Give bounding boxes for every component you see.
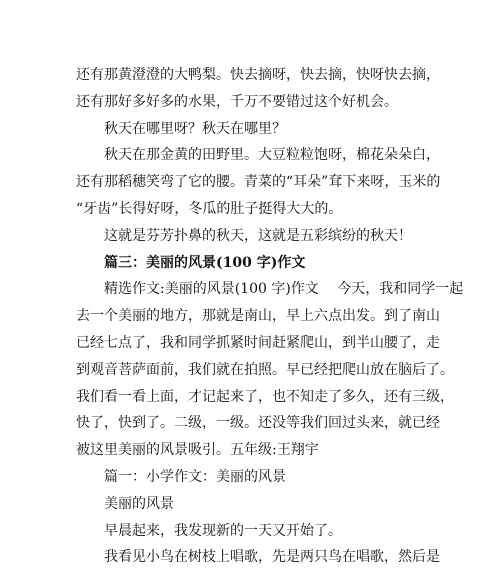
text-line-6: “牙齿”长得好呀，冬瓜的肚子挺得大大的。 <box>76 200 343 217</box>
text-line-4: 秋天在那金黄的田野里。大豆粒粒饱呀，棉花朵朵白， <box>104 147 440 164</box>
document-body <box>76 62 464 571</box>
text-line-12: 到观音菩萨面前，我们就在拍照。早已经把爬山放在脑后了。 <box>76 361 454 378</box>
text-line-3: 秋天在哪里呀？秋天在哪里？ <box>104 120 286 137</box>
text-line-7: 这就是芬芳扑鼻的秋天，这就是五彩缤纷的秋天！ <box>104 227 412 244</box>
text-line-2: 还有那好多好多的水果，千万不要错过这个好机会。 <box>76 93 398 110</box>
section-heading-3: 篇三：美丽的风景(100 字)作文 <box>104 254 306 271</box>
text-line-18: 早晨起来，我发现新的一天又开始了。 <box>104 522 342 539</box>
text-line-5: 还有那稻穗笑弯了它的腰。青菜的“耳朵”耷下来呀，玉米的 <box>76 174 441 191</box>
text-line-1: 还有那黄澄澄的大鸭梨。快去摘呀，快去摘，快呀快去摘， <box>76 67 440 83</box>
essay-title: 美丽的风景 <box>104 495 174 512</box>
text-line-14: 快了，快到了。二级，一级。还没等我们回过头来，就已经 <box>76 415 440 432</box>
text-line-9: 精选作文:美丽的风景(100 字)作文 今天，我和同学一起 <box>104 281 464 298</box>
text-line-11: 已经七点了，我和同学抓紧时间赶紧爬山，到半山腰了，走 <box>76 334 440 351</box>
text-line-19: 我看见小鸟在树枝上唱歌，先是两只鸟在唱歌，然后是 <box>104 549 440 566</box>
text-line-13: 我们看一看上面，才记起来了，也不知走了多久，还有三级， <box>76 388 454 405</box>
text-line-15: 被这里美丽的风景吸引。五年级:王翔宇 <box>76 442 319 459</box>
text-line-10: 去一个美丽的地方，那就是南山，早上六点出发。到了南山 <box>76 308 440 325</box>
section-heading-1: 篇一：小学作文：美丽的风景 <box>104 468 286 485</box>
